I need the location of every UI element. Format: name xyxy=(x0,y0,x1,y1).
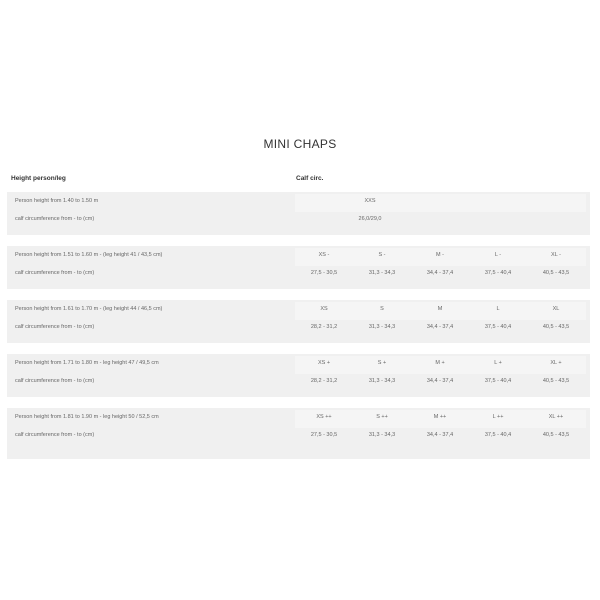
size-cell: XS ++ xyxy=(316,414,332,420)
size-cell: S xyxy=(380,306,384,312)
size-block-plus-plus xyxy=(7,408,590,459)
circ-cell: 26,0/29,0 xyxy=(358,216,382,222)
size-block-xxs xyxy=(7,192,590,235)
circ-cell: 28,2 - 31,2 xyxy=(310,378,338,384)
circ-row xyxy=(7,320,590,338)
size-cell: L + xyxy=(494,360,502,366)
size-row xyxy=(7,356,590,374)
size-cell: XL ++ xyxy=(548,414,564,420)
circ-cell: 34,4 - 37,4 xyxy=(426,270,454,276)
calf-label: calf circumference from - to (cm) xyxy=(15,270,95,276)
size-cell: L xyxy=(496,306,500,312)
circ-cell: 40,5 - 43,5 xyxy=(542,378,570,384)
size-row xyxy=(7,302,590,320)
size-cell: XL + xyxy=(550,360,562,366)
height-label: Person height from 1.51 to 1.60 m - (leg height 41 / 43,5 cm) xyxy=(15,252,163,258)
circ-row xyxy=(7,212,590,230)
size-cell: XL xyxy=(552,306,560,312)
size-cell: XS xyxy=(320,306,328,312)
size-row xyxy=(7,194,590,212)
size-row xyxy=(7,410,590,428)
size-cell: XL - xyxy=(551,252,561,258)
circ-cell: 40,5 - 43,5 xyxy=(542,432,570,438)
size-cell: XS + xyxy=(317,360,331,366)
size-block-minus xyxy=(7,246,590,289)
size-block-regular xyxy=(7,300,590,343)
circ-cell: 28,2 - 31,2 xyxy=(310,324,338,330)
size-cell: S + xyxy=(377,360,387,366)
height-label: Person height from 1.61 to 1.70 m - (leg height 44 / 46,5 cm) xyxy=(15,306,163,312)
size-cell: S - xyxy=(378,252,386,258)
circ-cell: 37,5 - 40,4 xyxy=(484,378,512,384)
size-block-plus xyxy=(7,354,590,397)
circ-row xyxy=(7,266,590,284)
circ-row xyxy=(7,428,590,446)
circ-cell: 40,5 - 43,5 xyxy=(542,324,570,330)
page-title: MINI CHAPS xyxy=(263,137,337,151)
circ-row xyxy=(7,374,590,392)
circ-cell: 40,5 - 43,5 xyxy=(542,270,570,276)
size-cell: M - xyxy=(436,252,444,258)
size-cell: XS - xyxy=(318,252,330,258)
height-label: Person height from 1.81 to 1.90 m - leg height 50 / 52,5 cm xyxy=(15,414,159,420)
header-calf: Calf circ. xyxy=(296,175,324,182)
circ-cell: 34,4 - 37,4 xyxy=(426,432,454,438)
size-cell: L - xyxy=(494,252,502,258)
calf-label: calf circumference from - to (cm) xyxy=(15,216,95,222)
circ-cell: 34,4 - 37,4 xyxy=(426,378,454,384)
size-cell: M + xyxy=(435,360,445,366)
circ-cell: 37,5 - 40,4 xyxy=(484,270,512,276)
circ-cell: 37,5 - 40,4 xyxy=(484,324,512,330)
circ-cell: 31,3 - 34,3 xyxy=(368,324,396,330)
circ-cell: 27,5 - 30,5 xyxy=(310,270,338,276)
calf-label: calf circumference from - to (cm) xyxy=(15,432,95,438)
circ-cell: 34,4 - 37,4 xyxy=(426,324,454,330)
height-label: Person height from 1.71 to 1.80 m - leg height 47 / 49,5 cm xyxy=(15,360,159,366)
header-height: Height person/leg xyxy=(11,175,66,182)
circ-cell: 37,5 - 40,4 xyxy=(484,432,512,438)
size-cell: XXS xyxy=(364,198,376,204)
circ-cell: 27,5 - 30,5 xyxy=(310,432,338,438)
calf-label: calf circumference from - to (cm) xyxy=(15,378,95,384)
size-cell: M ++ xyxy=(433,414,447,420)
size-cell: M xyxy=(437,306,443,312)
calf-label: calf circumference from - to (cm) xyxy=(15,324,95,330)
size-cell: L ++ xyxy=(492,414,504,420)
circ-cell: 31,3 - 34,3 xyxy=(368,432,396,438)
circ-cell: 31,3 - 34,3 xyxy=(368,270,396,276)
circ-cell: 31,3 - 34,3 xyxy=(368,378,396,384)
height-label: Person height from 1.40 to 1.50 m xyxy=(15,198,99,204)
size-row xyxy=(7,248,590,266)
size-cell: S ++ xyxy=(376,414,388,420)
